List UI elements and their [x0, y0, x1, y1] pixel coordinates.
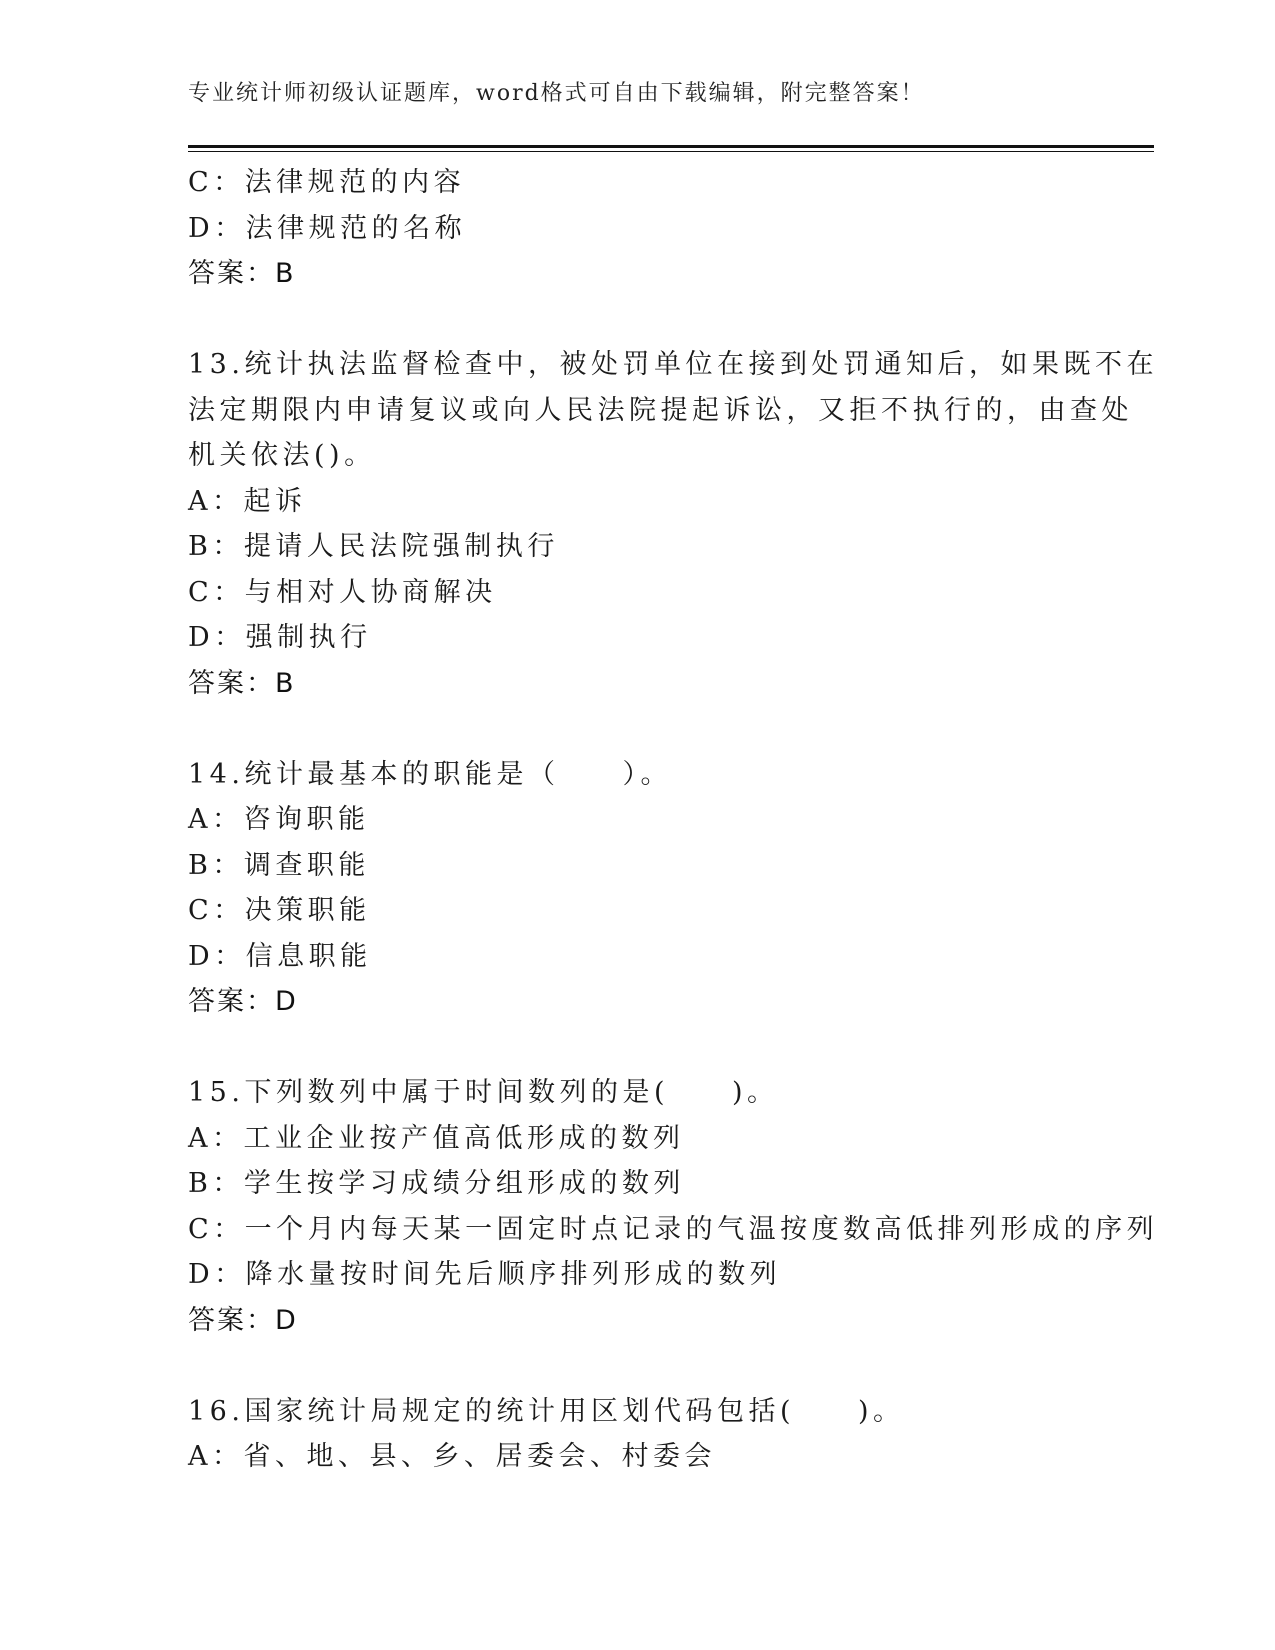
question-text-line: 16.国家统计局规定的统计用区划代码包括( )。 — [188, 1395, 905, 1427]
question-block-14 — [188, 752, 1088, 1025]
option-a: A：省、地、县、乡、居委会、村委会 — [188, 1441, 716, 1472]
option-d: D：强制执行 — [188, 622, 372, 653]
spacer — [188, 1343, 1088, 1389]
answer: 答案：D — [188, 1304, 298, 1336]
question-text-line: 14.统计最基本的职能是（ ）。 — [188, 758, 672, 790]
option-a: A：起诉 — [188, 485, 307, 517]
question-block-16 — [188, 1389, 1088, 1480]
spacer — [188, 297, 1088, 343]
answer: 答案：B — [188, 667, 296, 699]
option-d: D：法律规范的名称 — [188, 212, 467, 244]
document-content — [188, 160, 1159, 1480]
option-a: A：工业企业按产值高低形成的数列 — [188, 1122, 685, 1154]
option-c: C：法律规范的内容 — [188, 167, 466, 198]
spacer — [188, 706, 1088, 752]
option-d: D：信息职能 — [188, 940, 372, 972]
option-a: A：咨询职能 — [188, 804, 370, 835]
page-header: 专业统计师初级认证题库，word格式可自由下载编辑，附完整答案！ — [188, 81, 925, 106]
header-rule — [188, 145, 1154, 148]
question-text-line: 15.下列数列中属于时间数列的是( )。 — [188, 1077, 779, 1108]
option-c: C：一个月内每天某一固定时点记录的气温按度数高低排列形成的序列 — [188, 1213, 1159, 1245]
spacer — [188, 1025, 1088, 1071]
option-c: C：决策职能 — [188, 895, 371, 926]
answer: 答案：B — [188, 258, 296, 289]
option-b: B：调查职能 — [188, 849, 370, 881]
option-d: D：降水量按时间先后顺序排列形成的数列 — [188, 1259, 782, 1290]
option-b: B：提请人民法院强制执行 — [188, 531, 559, 562]
question-text-line: 13.统计执法监督检查中，被处罚单位在接到处罚通知后，如果既不在 — [188, 349, 1158, 380]
option-c: C：与相对人协商解决 — [188, 576, 497, 608]
answer: 答案：D — [188, 986, 298, 1017]
question-block-12 — [188, 160, 1088, 297]
question-block-13 — [188, 342, 1158, 706]
option-b: B：学生按学习成绩分组形成的数列 — [188, 1168, 685, 1199]
question-block-15 — [188, 1070, 1159, 1343]
question-text-line: 法定期限内申请复议或向人民法院提起诉讼，又拒不执行的，由查处 — [188, 394, 1133, 426]
header-rule-thin — [188, 151, 1154, 152]
question-text-line: 机关依法()。 — [188, 440, 376, 471]
